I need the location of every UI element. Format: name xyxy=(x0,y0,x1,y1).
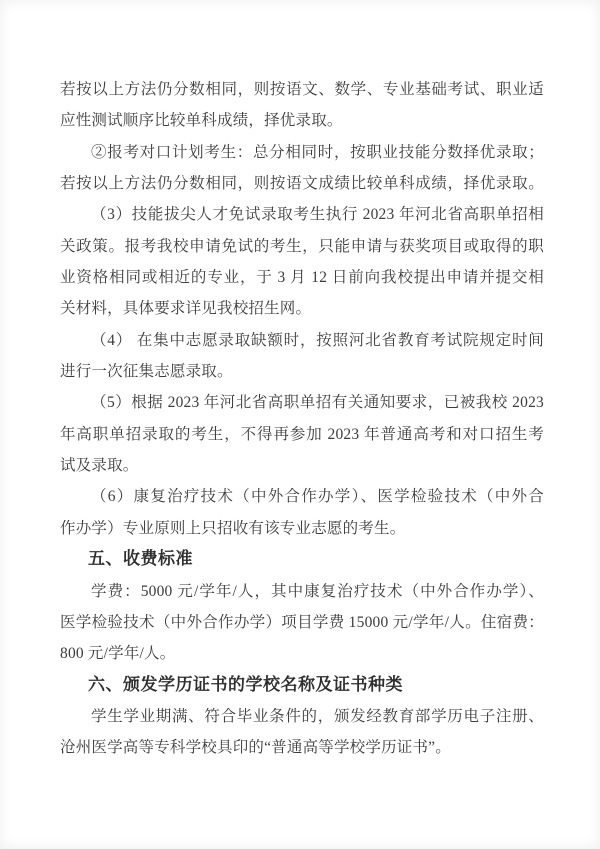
paragraph-line: 关政策。报考我校申请免试的考生，只能申请与获奖项目或取得的职 xyxy=(60,237,544,255)
paragraph-line: 沧州医学高等专科学校具印的“普通高等学校学历证书”。 xyxy=(60,739,451,757)
paragraph-line: 医学检验技术（中外合作办学）项目学费 15000 元/学年/人。住宿费： xyxy=(60,613,544,631)
paragraph-line: （6）康复治疗技术（中外合作办学）、医学检验技术（中外合 xyxy=(91,488,544,506)
paragraph-line: 作办学）专业原则上只招收有该专业志愿的考生。 xyxy=(60,519,406,537)
paragraph-line: 年高职单招录取的考生，不得再参加 2023 年普通高考和对口招生考 xyxy=(60,425,544,443)
paragraph-line: 若按以上方法仍分数相同，则按语文成绩比较单科成绩，择优录取。 xyxy=(60,175,544,193)
paragraph-line: （4） 在集中志愿录取缺额时，按照河北省教育考试院规定时间 xyxy=(91,331,544,349)
paragraph-line: 应性测试顺序比较单科成绩，择优录取。 xyxy=(60,112,343,130)
paragraph-line: 学生学业期满、符合毕业条件的，颁发经教育部学历电子注册、 xyxy=(91,707,544,725)
paragraph-line: 若按以上方法仍分数相同，则按语文、数学、专业基础考试、职业适 xyxy=(60,81,544,98)
paragraph-line: 试及录取。 xyxy=(60,457,139,475)
document-body xyxy=(60,74,544,764)
paragraph-line: ②报考对口计划考生：总分相同时，按职业技能分数择优录取； xyxy=(91,143,544,161)
paragraph-line: 学费：5000 元/学年/人，其中康复治疗技术（中外合作办学）、 xyxy=(91,582,544,600)
heading-section-5-fees: 五、收费标准 xyxy=(88,549,193,570)
paragraph-line: （5）根据 2023 年河北省高职单招有关通知要求，已被我校 2023 xyxy=(91,394,544,412)
paragraph-line: 800 元/学年/人。 xyxy=(60,645,176,663)
paragraph-line: 进行一次征集志愿录取。 xyxy=(60,363,233,381)
paragraph-line: 业资格相同或相近的专业，于 3 月 12 日前向我校提出申请并提交相 xyxy=(60,269,544,287)
heading-section-6-certificates: 六、颁发学历证书的学校名称及证书种类 xyxy=(88,674,403,695)
paragraph-line: 关材料，具体要求详见我校招生网。 xyxy=(60,300,312,318)
paragraph-line: （3）技能拔尖人才免试录取考生执行 2023 年河北省高职单招相 xyxy=(91,206,544,224)
